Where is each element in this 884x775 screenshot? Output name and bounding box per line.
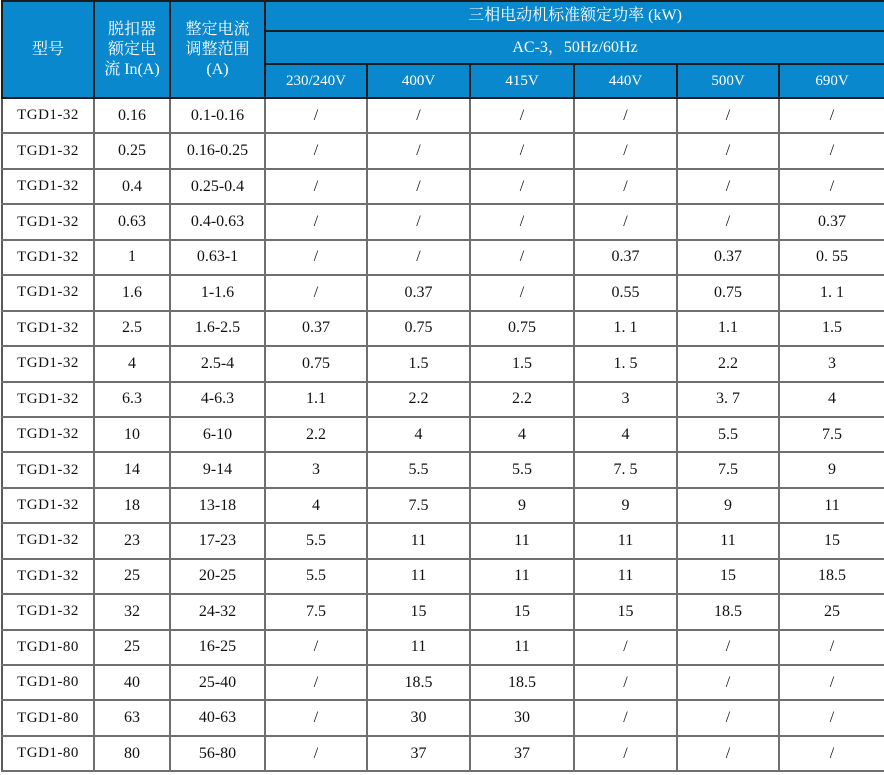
power-cell: 3. 7 (677, 382, 779, 417)
power-cell: 7.5 (779, 417, 884, 452)
header-setting-range (170, 1, 265, 98)
power-cell: 15 (367, 594, 470, 629)
rated-current-cell: 10 (94, 417, 170, 452)
table-row (2, 133, 884, 168)
power-cell: 9 (574, 488, 677, 523)
table-row (2, 346, 884, 381)
power-cell: 11 (677, 523, 779, 558)
power-cell: 3 (574, 382, 677, 417)
rated-current-cell: 63 (94, 700, 170, 735)
setting-range-cell: 0.4-0.63 (170, 204, 265, 239)
power-cell: / (265, 133, 367, 168)
power-cell: / (779, 736, 884, 771)
setting-range-cell: 9-14 (170, 452, 265, 487)
power-cell: 0.75 (677, 275, 779, 310)
power-cell: 0. 55 (779, 240, 884, 275)
rated-current-cell: 80 (94, 736, 170, 771)
power-cell: / (779, 630, 884, 665)
model-cell: TGD1-32 (2, 523, 94, 558)
power-cell: / (779, 700, 884, 735)
setting-range-cell: 4-6.3 (170, 382, 265, 417)
setting-range-cell: 1.6-2.5 (170, 311, 265, 346)
power-cell: / (677, 204, 779, 239)
power-cell: 3 (779, 346, 884, 381)
power-cell: / (574, 98, 677, 133)
rated-current-cell: 1 (94, 240, 170, 275)
table-row (2, 700, 884, 735)
model-cell: TGD1-32 (2, 382, 94, 417)
power-cell: / (470, 240, 574, 275)
header-range-line-2: 调整范围 (185, 40, 250, 58)
model-cell: TGD1-32 (2, 311, 94, 346)
rated-current-cell: 0.25 (94, 133, 170, 168)
power-cell: 1.5 (779, 311, 884, 346)
power-cell: / (265, 665, 367, 700)
setting-range-cell: 17-23 (170, 523, 265, 558)
power-cell: / (574, 736, 677, 771)
setting-range-cell: 0.25-0.4 (170, 169, 265, 204)
table-row (2, 630, 884, 665)
header-range-line-1: 整定电流 (185, 20, 250, 38)
power-cell: / (470, 204, 574, 239)
power-cell: 11 (574, 523, 677, 558)
rated-current-cell: 0.16 (94, 98, 170, 133)
rated-current-cell: 0.63 (94, 204, 170, 239)
rated-current-cell: 23 (94, 523, 170, 558)
header-voltage-415: 415V (470, 64, 574, 98)
power-cell: 7. 5 (574, 452, 677, 487)
setting-range-cell: 1-1.6 (170, 275, 265, 310)
model-cell: TGD1-32 (2, 240, 94, 275)
model-cell: TGD1-32 (2, 417, 94, 452)
power-cell: / (574, 665, 677, 700)
power-cell: 15 (470, 594, 574, 629)
table-row (2, 240, 884, 275)
setting-range-cell: 25-40 (170, 665, 265, 700)
power-cell: 15 (574, 594, 677, 629)
power-cell: 37 (470, 736, 574, 771)
power-cell: / (779, 169, 884, 204)
power-cell: / (677, 169, 779, 204)
header-trip-current (94, 1, 170, 98)
power-cell: / (265, 204, 367, 239)
power-cell: 0.37 (367, 275, 470, 310)
rated-current-cell: 32 (94, 594, 170, 629)
model-cell: TGD1-32 (2, 559, 94, 594)
power-cell: 1.5 (367, 346, 470, 381)
setting-range-cell: 13-18 (170, 488, 265, 523)
power-cell: 7.5 (367, 488, 470, 523)
power-cell: 30 (367, 700, 470, 735)
header-voltage-400: 400V (367, 64, 470, 98)
model-cell: TGD1-80 (2, 630, 94, 665)
power-cell: 11 (470, 559, 574, 594)
power-cell: 1. 5 (574, 346, 677, 381)
power-cell: / (265, 630, 367, 665)
rated-current-cell: 25 (94, 559, 170, 594)
model-cell: TGD1-80 (2, 700, 94, 735)
power-cell: 4 (265, 488, 367, 523)
table-row (2, 452, 884, 487)
header-range-line-3: (A) (206, 60, 229, 78)
setting-range-cell: 56-80 (170, 736, 265, 771)
model-cell: TGD1-80 (2, 665, 94, 700)
power-cell: 2.2 (265, 417, 367, 452)
model-cell: TGD1-32 (2, 488, 94, 523)
power-cell: 0.37 (265, 311, 367, 346)
model-cell: TGD1-32 (2, 275, 94, 310)
power-cell: / (470, 133, 574, 168)
power-cell: / (367, 133, 470, 168)
rated-current-cell: 6.3 (94, 382, 170, 417)
power-cell: 11 (367, 630, 470, 665)
power-cell: / (677, 630, 779, 665)
power-cell: / (470, 275, 574, 310)
rated-current-cell: 40 (94, 665, 170, 700)
power-cell: 0.37 (574, 240, 677, 275)
power-cell: 0.37 (677, 240, 779, 275)
power-cell: 15 (677, 559, 779, 594)
power-cell: / (367, 169, 470, 204)
power-cell: 9 (677, 488, 779, 523)
rated-current-cell: 2.5 (94, 311, 170, 346)
table-row (2, 311, 884, 346)
power-cell: 0.75 (367, 311, 470, 346)
header-voltage-690: 690V (779, 64, 884, 98)
table-row (2, 736, 884, 771)
power-cell: / (470, 98, 574, 133)
power-cell: / (265, 700, 367, 735)
power-cell: 5.5 (470, 452, 574, 487)
power-cell: 18.5 (367, 665, 470, 700)
power-cell: / (367, 98, 470, 133)
power-cell: 5.5 (265, 559, 367, 594)
setting-range-cell: 0.1-0.16 (170, 98, 265, 133)
power-cell: 18.5 (470, 665, 574, 700)
power-cell: / (779, 665, 884, 700)
model-cell: TGD1-32 (2, 98, 94, 133)
power-cell: / (367, 204, 470, 239)
power-cell: 5.5 (265, 523, 367, 558)
motor-power-rating-table (1, 0, 884, 772)
table-body (2, 98, 884, 771)
header-row-top (2, 1, 884, 31)
header-power-title: 三相电动机标准额定功率 (kW) (265, 1, 884, 31)
setting-range-cell: 40-63 (170, 700, 265, 735)
setting-range-cell: 0.16-0.25 (170, 133, 265, 168)
power-cell: 0.37 (779, 204, 884, 239)
power-cell: / (677, 665, 779, 700)
power-cell: / (265, 736, 367, 771)
power-cell: 4 (574, 417, 677, 452)
power-cell: 2.2 (367, 382, 470, 417)
power-cell: 0.55 (574, 275, 677, 310)
power-cell: 11 (574, 559, 677, 594)
power-cell: 11 (470, 523, 574, 558)
power-cell: 4 (470, 417, 574, 452)
rated-current-cell: 18 (94, 488, 170, 523)
model-cell: TGD1-32 (2, 346, 94, 381)
power-cell: 1. 1 (779, 275, 884, 310)
header-trip-line-1: 脱扣器 (107, 20, 156, 38)
rated-current-cell: 14 (94, 452, 170, 487)
setting-range-cell: 0.63-1 (170, 240, 265, 275)
power-cell: 11 (470, 630, 574, 665)
power-cell: 37 (367, 736, 470, 771)
table-row (2, 559, 884, 594)
power-cell: 4 (779, 382, 884, 417)
power-cell: / (779, 133, 884, 168)
power-cell: 15 (779, 523, 884, 558)
table-row (2, 488, 884, 523)
power-cell: 1.1 (265, 382, 367, 417)
power-cell: 11 (367, 523, 470, 558)
table-row (2, 417, 884, 452)
model-cell: TGD1-32 (2, 594, 94, 629)
header-trip-line-2: 额定电 (107, 40, 156, 58)
table-row (2, 98, 884, 133)
power-cell: 7.5 (677, 452, 779, 487)
power-cell: 11 (367, 559, 470, 594)
power-cell: 5.5 (677, 417, 779, 452)
model-cell: TGD1-32 (2, 452, 94, 487)
power-cell: 9 (470, 488, 574, 523)
power-cell: 7.5 (265, 594, 367, 629)
table-row (2, 382, 884, 417)
power-cell: 3 (265, 452, 367, 487)
power-cell: / (677, 736, 779, 771)
power-cell: 9 (779, 452, 884, 487)
rated-current-cell: 25 (94, 630, 170, 665)
header-voltage-440: 440V (574, 64, 677, 98)
setting-range-cell: 16-25 (170, 630, 265, 665)
setting-range-cell: 2.5-4 (170, 346, 265, 381)
rated-current-cell: 1.6 (94, 275, 170, 310)
power-cell: / (265, 169, 367, 204)
model-cell: TGD1-32 (2, 133, 94, 168)
power-cell: 1. 1 (574, 311, 677, 346)
power-cell: 0.75 (470, 311, 574, 346)
power-cell: 11 (779, 488, 884, 523)
header-ac-condition: AC-3，50Hz/60Hz (265, 31, 884, 64)
power-cell: 18.5 (779, 559, 884, 594)
model-cell: TGD1-32 (2, 204, 94, 239)
setting-range-cell: 20-25 (170, 559, 265, 594)
table-row (2, 169, 884, 204)
power-cell: 2.2 (470, 382, 574, 417)
header-model: 型号 (2, 1, 94, 98)
power-cell: / (779, 98, 884, 133)
table-row (2, 275, 884, 310)
power-cell: / (265, 240, 367, 275)
power-cell: / (677, 98, 779, 133)
table-row (2, 665, 884, 700)
table-row (2, 523, 884, 558)
power-cell: / (677, 133, 779, 168)
power-cell: 18.5 (677, 594, 779, 629)
power-cell: 4 (367, 417, 470, 452)
power-cell: / (574, 630, 677, 665)
power-cell: / (574, 204, 677, 239)
table-row (2, 594, 884, 629)
rated-current-cell: 0.4 (94, 169, 170, 204)
power-cell: 0.75 (265, 346, 367, 381)
setting-range-cell: 6-10 (170, 417, 265, 452)
table-row (2, 204, 884, 239)
model-cell: TGD1-80 (2, 736, 94, 771)
table-header (2, 1, 884, 98)
power-cell: / (574, 169, 677, 204)
power-cell: / (574, 700, 677, 735)
setting-range-cell: 24-32 (170, 594, 265, 629)
power-cell: / (265, 275, 367, 310)
power-cell: / (367, 240, 470, 275)
power-cell: 2.2 (677, 346, 779, 381)
power-cell: / (470, 169, 574, 204)
power-cell: / (574, 133, 677, 168)
power-cell: 25 (779, 594, 884, 629)
model-cell: TGD1-32 (2, 169, 94, 204)
power-cell: 1.5 (470, 346, 574, 381)
power-cell: / (265, 98, 367, 133)
header-voltage-230-240: 230/240V (265, 64, 367, 98)
rated-current-cell: 4 (94, 346, 170, 381)
header-voltage-500: 500V (677, 64, 779, 98)
header-trip-line-3: 流 In(A) (104, 60, 160, 78)
power-cell: 30 (470, 700, 574, 735)
power-cell: 1.1 (677, 311, 779, 346)
power-cell: 5.5 (367, 452, 470, 487)
power-cell: / (677, 700, 779, 735)
